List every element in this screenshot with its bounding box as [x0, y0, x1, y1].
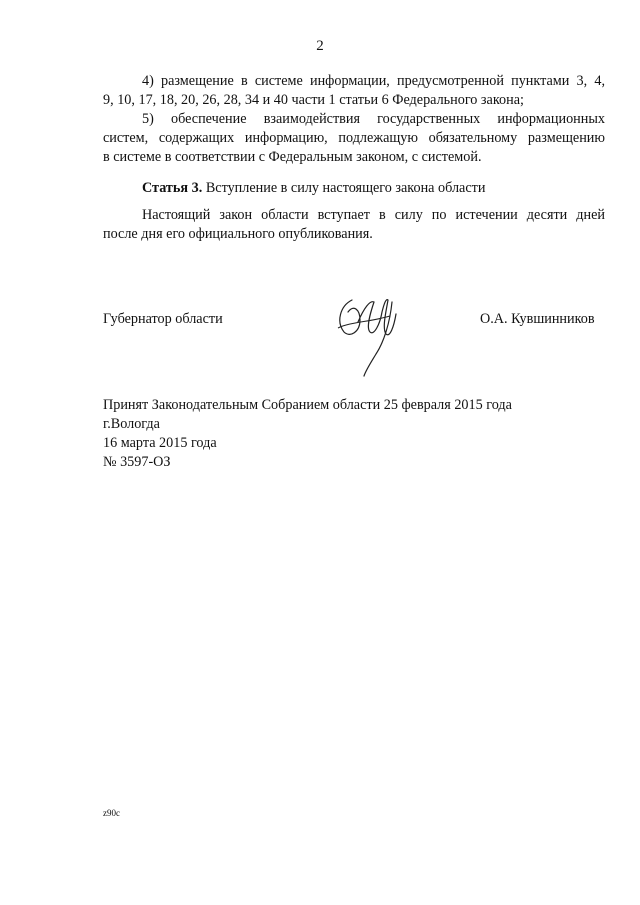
article-3-line-1: Настоящий закон области вступает в силу по истечении десяти дней	[142, 207, 605, 223]
law-number: № 3597-ОЗ	[103, 454, 171, 470]
item-5-paragraph	[103, 110, 605, 167]
adoption-date: 16 марта 2015 года	[103, 435, 217, 451]
item-4-line-1: 4) размещение в системе информации, предусмотренной пунктами 3, 4,	[142, 73, 605, 89]
article-3-number: Статья 3.	[142, 180, 203, 196]
adoption-city: г.Вологда	[103, 416, 160, 432]
article-3-title: Вступление в силу настоящего закона области	[205, 180, 486, 196]
page-number: 2	[316, 38, 324, 54]
item-5-line-3: в системе в соответствии с Федеральным законом, с системой.	[103, 149, 482, 165]
item-5-line-1: 5) обеспечение взаимодействия государственных информационных	[142, 111, 605, 127]
signer-position: Губернатор области	[103, 311, 223, 327]
item-4-paragraph	[103, 72, 605, 110]
item-5-line-2: систем, содержащих информацию, подлежащую обязательному размещению	[103, 130, 605, 146]
article-3-line-2: после дня его официального опубликования.	[103, 226, 373, 242]
article-3-body	[103, 206, 605, 244]
adoption-statement: Принят Законодательным Собранием области 25 февраля 2015 года	[103, 397, 512, 413]
handwritten-signature	[330, 292, 410, 387]
signer-name: О.А. Кувшинников	[480, 311, 595, 327]
article-3-heading	[142, 180, 485, 197]
footer-code: z90c	[103, 808, 120, 818]
item-4-line-2: 9, 10, 17, 18, 20, 26, 28, 34 и 40 части 1 статьи 6 Федерального закона;	[103, 92, 524, 108]
